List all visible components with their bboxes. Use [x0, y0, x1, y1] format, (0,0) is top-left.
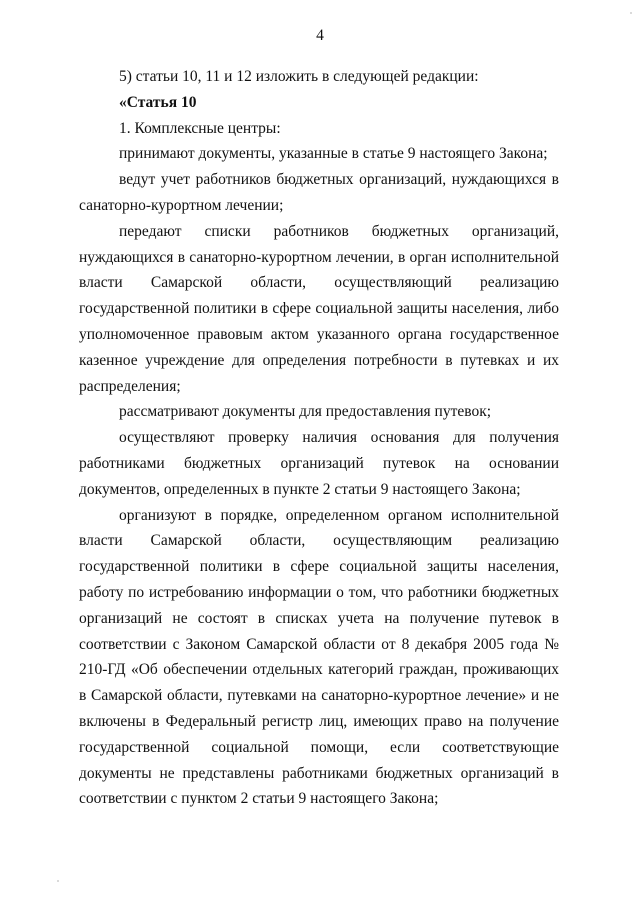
scan-speck: [630, 12, 632, 14]
article-heading: «Статья 10: [119, 93, 197, 111]
paragraph-organize-requests: организуют в порядке, определенном органом исполнительной власти Самарской области, осуществляющим реализацию государственной политики в сфере социальной защиты населения, работу по истребованию информации о том, что работники бюджетных организаций не состоят в списках учета на получение путевок в соответствии с Законом Самарской области от 8 декабря 2005 года № 210-ГД «Об обеспечении отдельных категорий граждан, проживающих в Самарской области, путевками на санаторно-курортное лечение» и не включены в Федеральный регистр лиц, имеющих право на получение государственной социальной помощи, если соответствующие документы не представлены работниками бюджетных организаций в соответствии с пунктом 2 статьи 9 настоящего Закона;: [79, 506, 559, 808]
page-number: 4: [316, 27, 324, 44]
amendment-intro: 5) статьи 10, 11 и 12 изложить в следующей редакции:: [119, 68, 479, 85]
paragraph-verify-grounds: осуществляют проверку наличия основания для получения работниками бюджетных организаций путевок на основании документов, определенных в пункте 2 статьи 9 настоящего Закона;: [79, 429, 559, 498]
scan-speck: [57, 880, 59, 882]
item-heading: 1. Комплексные центры:: [119, 119, 281, 137]
paragraph-accept-documents: принимают документы, указанные в статье 9 настоящего Закона;: [119, 145, 548, 163]
paragraph-transfer-lists: передают списки работников бюджетных организаций, нуждающихся в санаторно-курортном лечении, в орган исполнительной власти Самарской области, осуществляющий реализацию государственной политики в сфере социальной защиты населения, либо уполномоченное правовым актом указанного органа государственное казенное учреждение для определения потребности в путевках и их распределения;: [79, 222, 559, 395]
paragraph-keep-records: ведут учет работников бюджетных организаций, нуждающихся в санаторно-курортном лечении;: [79, 171, 559, 214]
paragraph-review-documents: рассматривают документы для предоставления путевок;: [119, 403, 492, 421]
law-text: [79, 64, 559, 812]
